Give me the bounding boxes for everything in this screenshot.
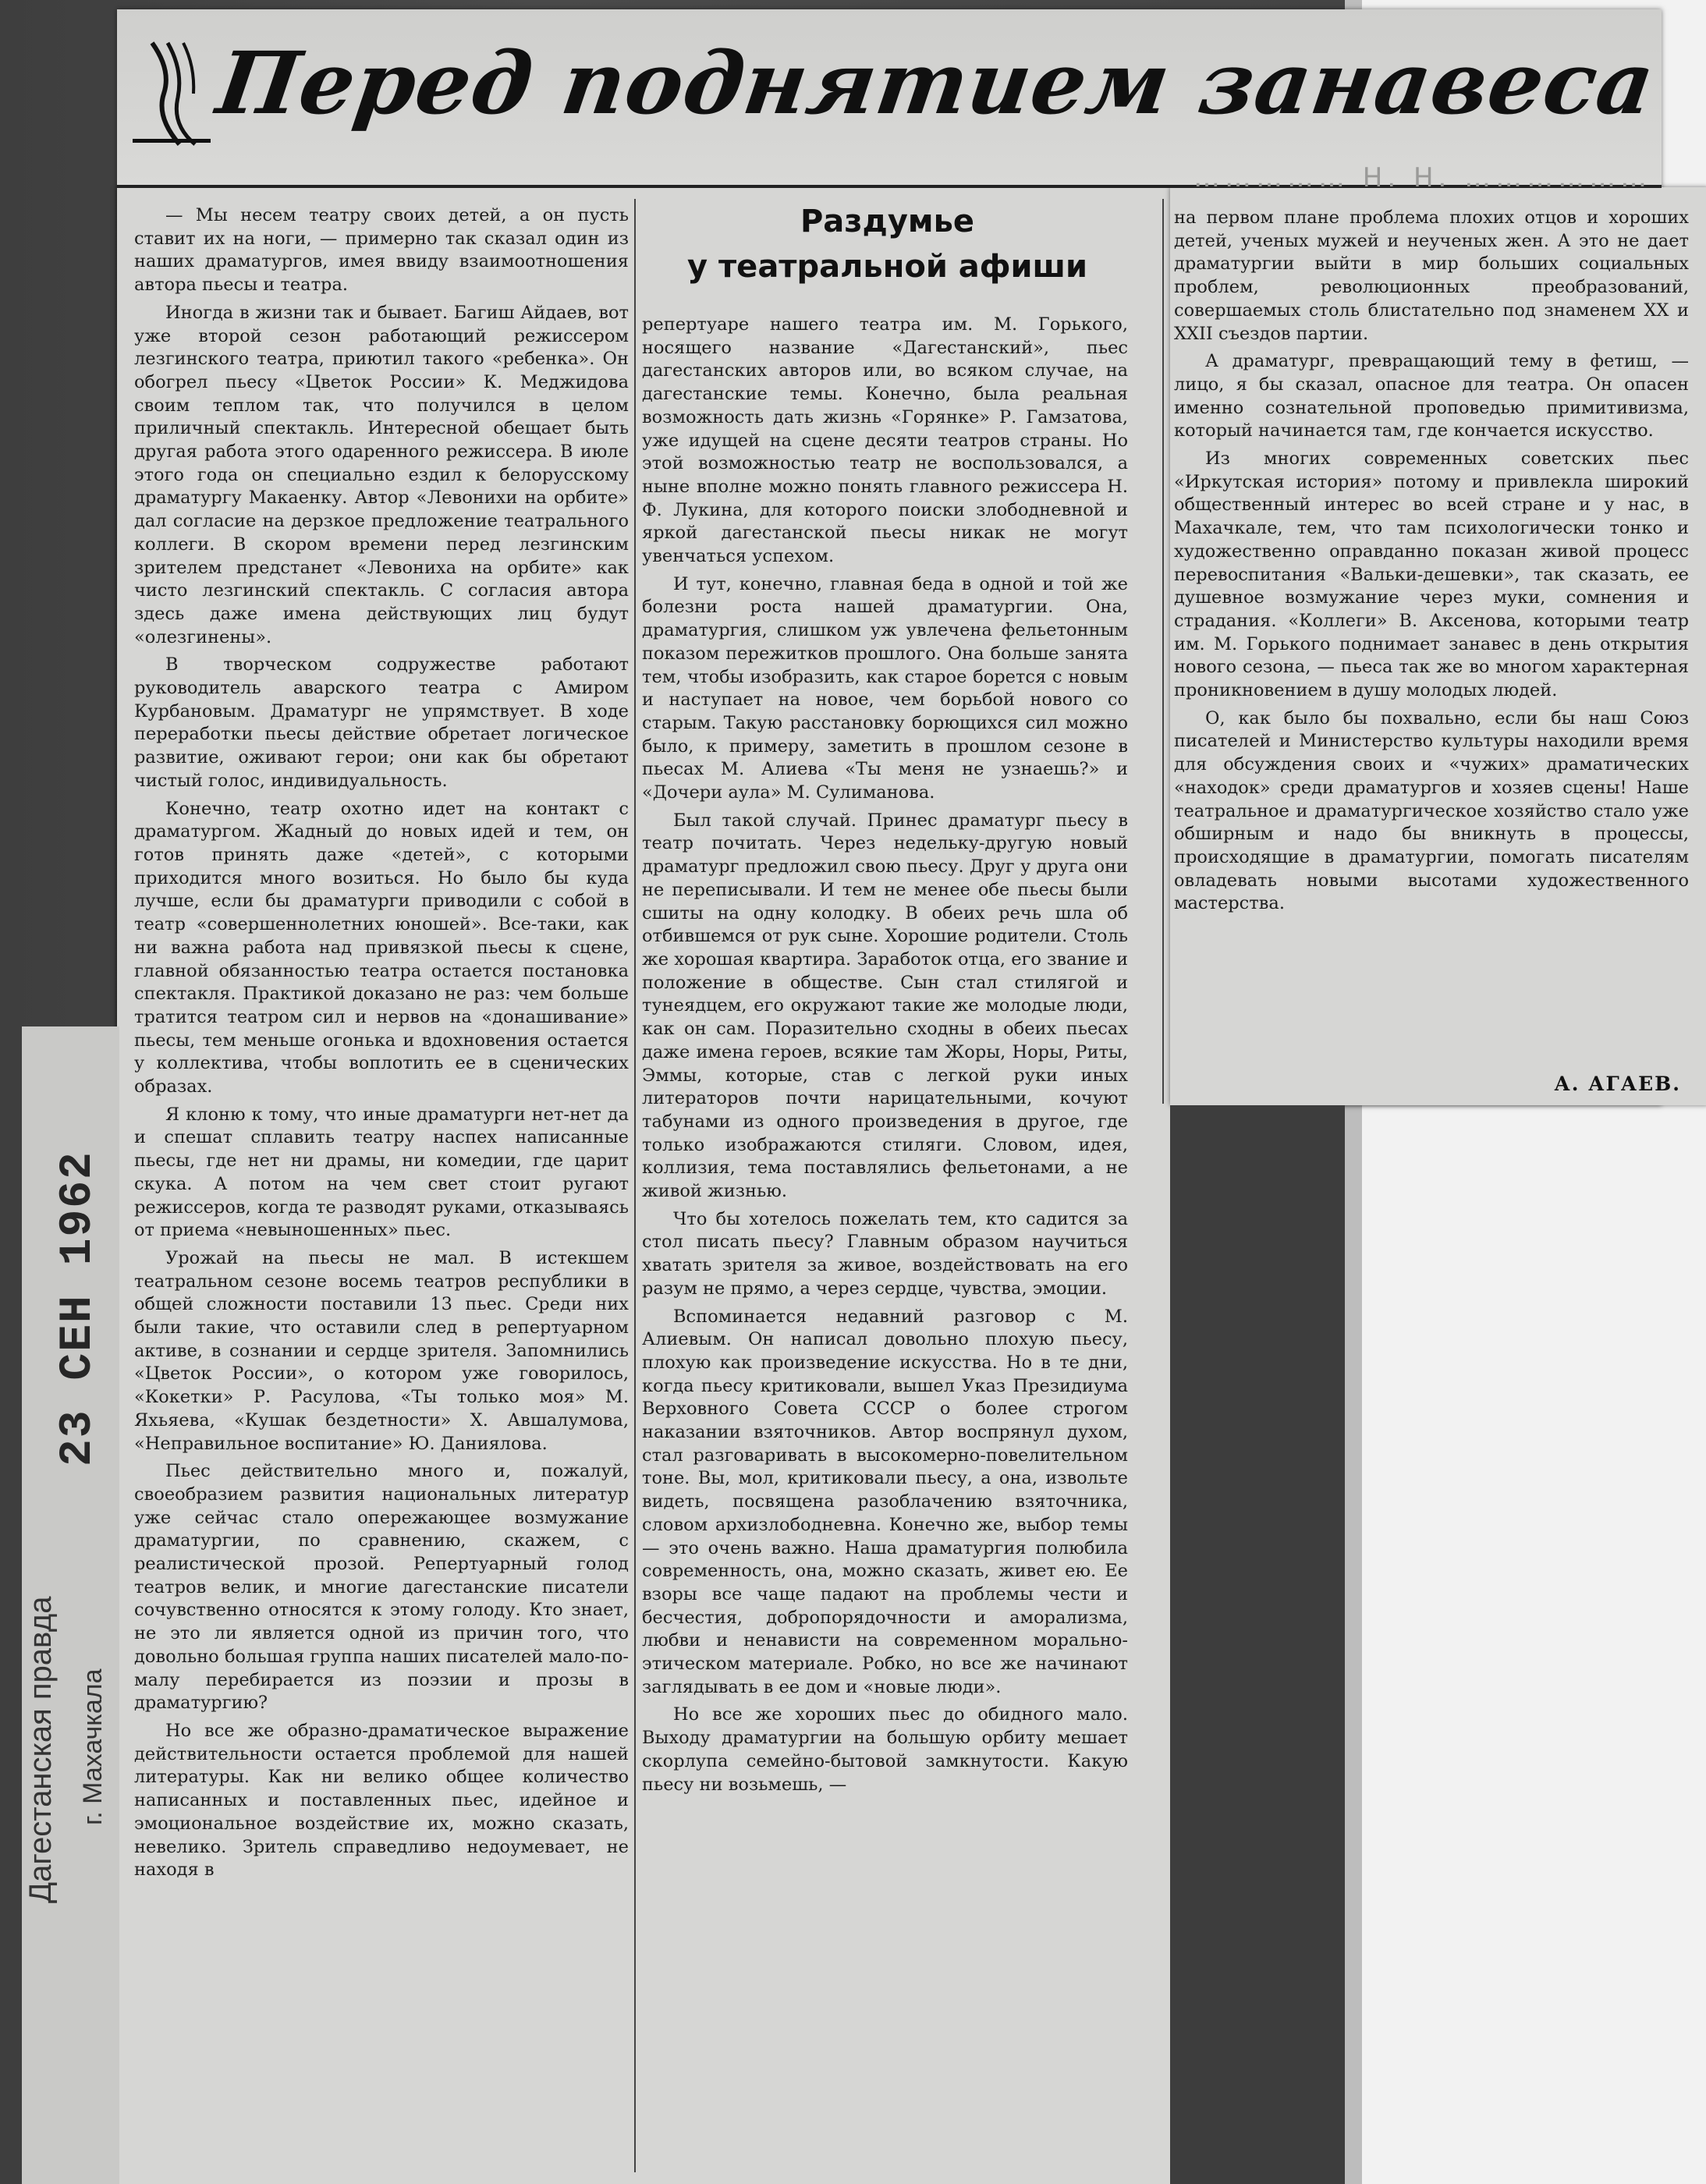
subheadline bbox=[651, 199, 1123, 289]
paragraph: Иногда в жизни так и бывает. Багиш Айдаев, вот уже второй сезон работающий режиссером лезгинского театра, приютил такого «ребенка». Он обогрел пьесу «Цветок России» К. Меджидова своим теплом так, что получился в целом приличный спектакль. Интересной обещает быть другая работа этого одаренного режиссера. В июле этого года он специально ездил к белорусскому драматургу Макаенку. Автор «Левонихи на орбите» дал согласие на дерзкое предложение театрального коллеги. В скором времени перед лезгинским зрителем предстанет «Левониха на орбите» как чисто лезгинский спектакль. С согласия автора здесь даже имена действующих лиц будут «олезгинены». bbox=[134, 302, 629, 647]
paragraph: Вспоминается недавний разговор с М. Алиевым. Он написал довольно плохую пьесу, плохую как произведение искусства. Но в те дни, когда пьесу критиковали, вышел Указ Президиума Верховного Совета СССР о более строгом наказании взяточников. Автор воспрянул духом, стал разговаривать в высокомерно-повелительном тоне. Вы, мол, критиковали пьесу, а она, извольте видеть, посвящена разоблачению взяточника, словом архизлободневна. Конечно же, выбор темы — это очень важно. Наша драматургия полюбила современность, она, можно сказать, живет ею. Ее взоры все чаще падают на проблемы чести и бесчестия, добропорядочности и аморализма, любви и ненависти на современном морально-этическом материале. Робко, но все же начинают заглядывать в ее дом и «новые люди». bbox=[642, 1306, 1128, 1697]
column-rule-2 bbox=[1162, 199, 1164, 1104]
paragraph: А драматург, превращающий тему в фетиш, — лицо, я бы сказал, опасное для театра. Он опасен именно сознательной проповедью примитивизма, который начинается там, где кончается искусство. bbox=[1174, 351, 1689, 441]
paragraph: Урожай на пьесы не мал. В истекшем театральном сезоне восемь театров республики в общей сложности поставили 13 пьес. Среди них были такие, что оставили след в репертуарном активе, в сознании и сердце зрителя. Запомнились «Цветок России», о котором уже говорилось, «Кокетки» Р. Расулова, «Ты только моя» М. Яхьяева, «Кушак бездетности» Х. Авшалумова, «Неправильное воспитание» Ю. Даниялова. bbox=[134, 1247, 629, 1454]
stub-paper-name: Дагестанская правда bbox=[23, 1596, 58, 1903]
paragraph: Из многих современных советских пьес «Иркутская история» потому и привлекла широкий общественный интерес во всей стране и у нас, в Махачкале, тем, что там психологически тонко и художественно оправданно показан живой процесс перевоспитания «Вальки-дешевки», так сказать, ее душевное возмужание через муки, сомнения и страдания. «Коллеги» В. Аксенова, которыми театр им. М. Горького поднимает занавес в день открытия нового сезона, — пьеса так же во многом характерная проникновением в душу молодых людей. bbox=[1174, 448, 1689, 701]
headline: Перед поднятием занавеса bbox=[211, 33, 1661, 133]
paragraph: О, как было бы похвально, если бы наш Союз писателей и Министерство культуры находили время для обсуждения своих и «чужих» драматических «находок» среди драматургов и хозяев сцены! Наше театральное и драматургическое хозяйство стало уже обширным и надо бы вникнуть в процессы, происходящие в драматургии, помогать писателям овладевать новыми высотами художественного мастерства. bbox=[1174, 707, 1689, 914]
subheadline-line2: у театральной афиши bbox=[687, 249, 1087, 285]
article-column-2 bbox=[642, 314, 1128, 2170]
paragraph: — Мы несем театру своих детей, а он пусть ставит их на ноги, — примерно так сказал один из наших драматургов, имея ввиду взаимоотношения автора пьесы и театра. bbox=[134, 205, 629, 296]
paragraph: И тут, конечно, главная беда в одной и той же болезни роста нашей драматургии. Она, драматургия, слишком уж увлечена фельетонным показом пережитков прошлого. Она больше занята тем, чтобы изобразить, как старое борется с новым и наступает на новое, чем борьбой нового со старым. Такую расстановку борющихся сил можно было, к примеру, заметить в прошлом сезоне в пьесах М. Алиева «Ты меня не узнаешь?» и «Дочери аула» М. Сулиманова. bbox=[642, 573, 1128, 803]
column-rule-1 bbox=[634, 199, 636, 2172]
mount-below-right-column bbox=[1170, 1105, 1345, 2184]
paragraph: репертуаре нашего театра им. М. Горького, носящего название «Дагестанский», пьес дагестанских авторов или, во всяком случае, на дагестанские темы. Конечно, была реальная возможность дать жизнь «Горянке» Р. Гамзатова, уже идущей на сцене десяти театров страны. Но этой возможностью театр не воспользовался, а ныне вполне можно понять главного режиссера Н. Ф. Лукина, для которого поиски злободневной и яркой дагестанской пьесы никак не могут увенчаться успехом. bbox=[642, 314, 1128, 567]
subheadline-line1: Раздумье bbox=[800, 204, 975, 239]
paragraph: Пьес действительно много и, пожалуй, своеобразием развития национальных литератур уже сейчас стало опережающее возмужание драматургии, по сравнению, скажем, с реалистической прозой. Репертуарный голод театров велик, и многие дагестанские писатели сочувственно относятся к этому голоду. Кто знает, не это ли является одной из причин того, что довольно большая группа наших писателей мало-по-малу перебирается из поэзии и прозы в драматургию? bbox=[134, 1461, 629, 1714]
author-signature: А. АГАЕВ. bbox=[1554, 1072, 1681, 1095]
paragraph: Был такой случай. Принес драматург пьесу в театр почитать. Через недельку-другую новый драматург предложил свою пьесу. Друг у друга они не переписывали. И тем не менее обе пьесы были сшиты на одну колодку. В обеих речь шла об отбившемся от рук сыне. Хорошие родители. Столь же хорошая квартира. Заработок отца, его звание и положение в обществе. Сын стал стилягой и тунеядцем, его окружают такие же молодые люди, как он сам. Поразительно сходны в обеих пьесах даже имена героев, всякие там Жоры, Норы, Риты, Эммы, которые, став с легкой руки иных литераторов почти нарицательными, кочуют табунами из одного произведения в другое, где только изображаются стиляги. Словом, идея, коллизия, тема поставлялись фельетонами, а не живой жизнью. bbox=[642, 810, 1128, 1202]
paragraph: Но все же образно-драматическое выражение действительности остается проблемой для нашей литературы. Как ни велико общее количество написанных и поставленных пьес, идейное и эмоциональное воздействие их, можно сказать, невелико. Зритель справедливо недоумевает, не находя в bbox=[134, 1721, 629, 1881]
stub-city-name: г. Махачкала bbox=[78, 1668, 108, 1825]
bleed-through-header: …………… Н. Н. ……………… bbox=[1193, 162, 1652, 193]
date-stamp: 23 СЕН 1962 bbox=[53, 1150, 104, 1466]
paragraph: Что бы хотелось пожелать тем, кто садится за стол писать пьесу? Главным образом научиться хватать зрителя за живое, воздействовать на его разум не прямо, а через сердце, чувства, эмоции. bbox=[642, 1208, 1128, 1299]
paragraph: В творческом содружестве работают руководитель аварского театра с Амиром Курбановым. Драматург не упрямствует. В ходе переработки пьесы действие обретает логическое развитие, оживают герои; они как бы обретают чистый голос, индивидуальность. bbox=[134, 654, 629, 791]
article-column-3 bbox=[1174, 207, 1689, 1104]
paragraph: Я клоню к тому, что иные драматурги нет-нет да и спешат сплавить театру наспех написанные пьесы, где нет ни драмы, ни комедии, где царит скука. А потом на чем свет стоит ругают режиссеров, когда те разводят руками, отказываясь от приема «невыношенных» пьес. bbox=[134, 1104, 629, 1241]
paragraph: Конечно, театр охотно идет на контакт с драматургом. Жадный до новых идей и тем, он готов принять даже «детей», с которыми приходится много возиться. Но было бы куда лучше, если бы драматурги приводили с собой в театр «совершеннолетних юношей». Все-таки, как ни важна работа над привязкой пьесы к сцене, главной обязанностью театра остается постановка спектакля. Практикой доказано не раз: чем больше тратится театром сил и нервов на «донашивание» пьесы, тем меньше огонька и вдохновения остается у коллектива, чтобы воплотить ее в сценических образах. bbox=[134, 798, 629, 1097]
paragraph: Но все же хороших пьес до обидного мало. Выходу драматургии на большую орбиту мешает скорлупа семейно-бытовой замкнутости. Какую пьесу ни возьмешь, — bbox=[642, 1704, 1128, 1795]
article-column-1 bbox=[134, 204, 629, 2170]
headline-underline-left bbox=[133, 139, 211, 143]
paragraph: на первом плане проблема плохих отцов и хороших детей, ученых мужей и неученых жен. А это не дает драматургии выйти в мир больших социальных проблем, революционных преобразований, совершаемых столь блистательно под знаменем XX и XXII съездов партии. bbox=[1174, 207, 1689, 344]
curtain-icon bbox=[148, 39, 211, 148]
